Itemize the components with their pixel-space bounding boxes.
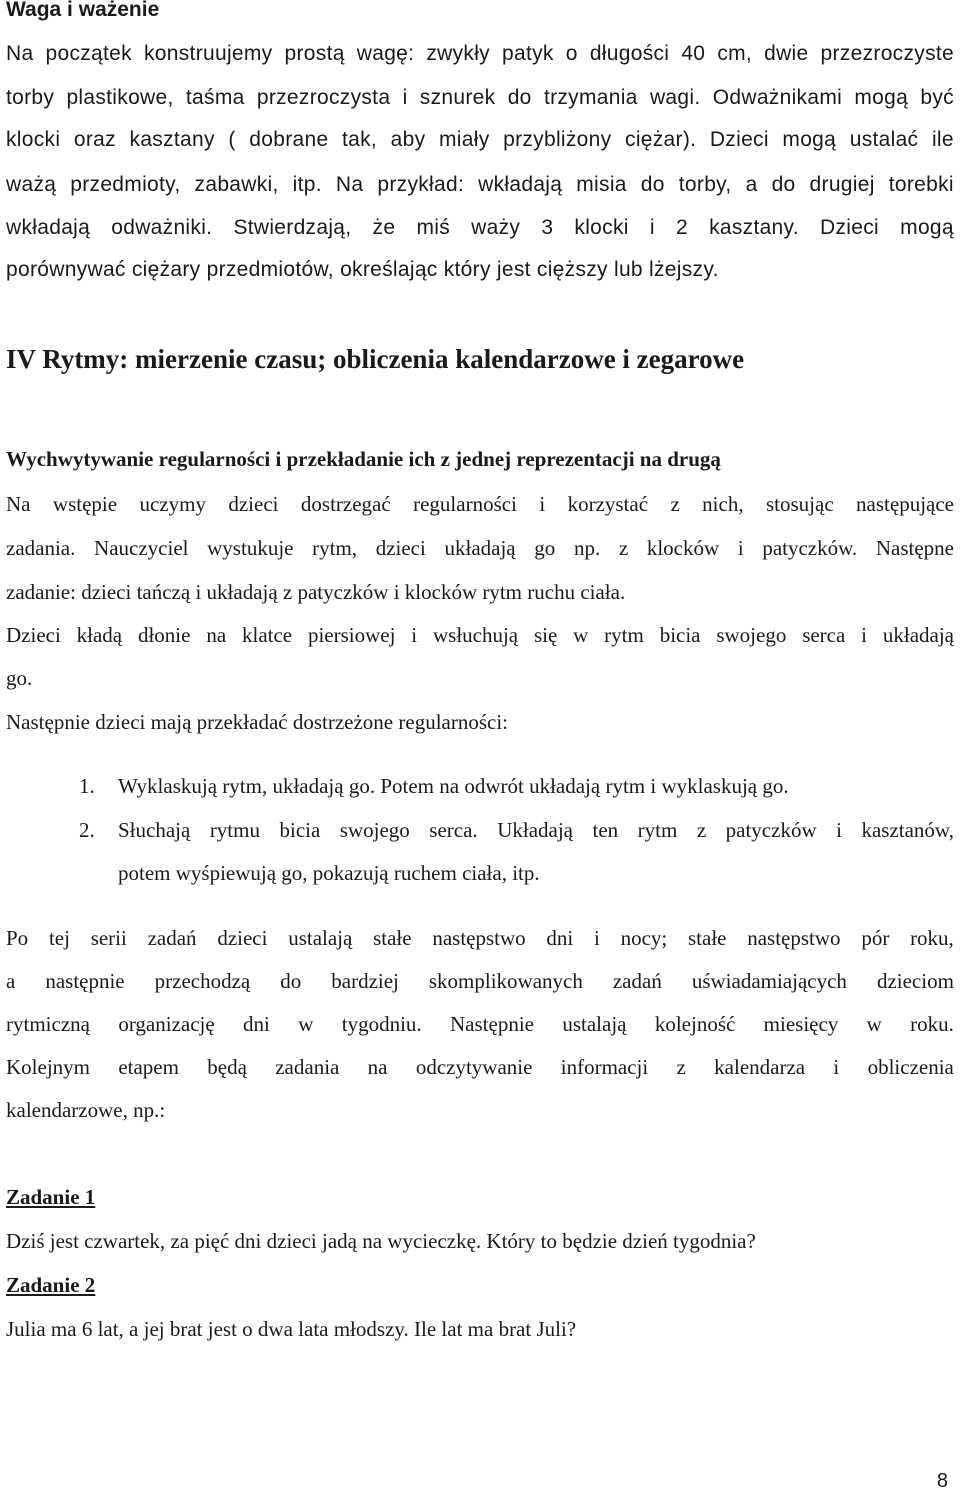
word: dzieci (228, 492, 279, 516)
word: ustalać (849, 128, 919, 151)
word: przezroczyste (820, 42, 954, 65)
task-title: Zadanie 2 (6, 1273, 96, 1297)
word: ustalają (288, 926, 353, 950)
word: następnie (45, 969, 125, 993)
word: swojego (716, 623, 787, 647)
word: i (402, 86, 408, 109)
word: tak, (342, 128, 378, 151)
word: początek (45, 42, 132, 65)
word: organizację (118, 1012, 215, 1036)
word: stałe (373, 926, 412, 950)
word: zadań (147, 926, 197, 950)
word: z (696, 818, 707, 842)
paragraph-line (6, 969, 954, 994)
word: na (367, 1055, 388, 1079)
word: z (618, 536, 629, 560)
word: przezroczysta (256, 86, 391, 109)
word: serca. (429, 818, 478, 842)
word: dzieciom (876, 969, 954, 993)
word: rytmiczną (6, 1012, 90, 1036)
word: a (6, 969, 16, 993)
word: rytmu (209, 818, 260, 842)
word: w (573, 623, 589, 647)
word: sznurek (419, 86, 496, 109)
word: Nauczyciel (94, 536, 189, 560)
word: klocki (574, 216, 629, 239)
word: układają (882, 623, 954, 647)
section-heading-rytmy: IV Rytmy: mierzenie czasu; obliczenia kalendarzowe i zegarowe (6, 344, 745, 374)
task-title: Zadanie 1 (6, 1185, 96, 1209)
word: i (649, 216, 655, 239)
word: piersiowej (307, 623, 396, 647)
word: ważą (6, 173, 57, 196)
word: wstępie (52, 492, 118, 516)
word: pór (861, 926, 890, 950)
word: informacji (560, 1055, 649, 1079)
word: Na (335, 173, 364, 196)
word: cm, (717, 42, 753, 65)
section-heading-waga: Waga i ważenie (6, 0, 160, 21)
paragraph-line: kalendarzowe, np.: (6, 1098, 166, 1122)
word: dwie (764, 42, 809, 65)
word: i (836, 818, 842, 842)
word: i (539, 492, 546, 516)
word: zadania. (6, 536, 76, 560)
word: wagę: (356, 42, 415, 65)
word: z (670, 492, 680, 516)
list-number: 2. (79, 818, 95, 842)
page-number: 8 (936, 1470, 948, 1492)
word: klatce (241, 623, 293, 647)
word: bicia (279, 818, 321, 842)
word: obliczenia (867, 1055, 954, 1079)
word: zwykły (426, 42, 490, 65)
word: 3 (541, 216, 554, 239)
word: nocy; (620, 926, 668, 950)
word: w (866, 1012, 882, 1036)
paragraph-line (6, 216, 954, 240)
word: ustalają (562, 1012, 627, 1036)
paragraph-line (6, 173, 954, 197)
word: zadań (612, 969, 662, 993)
word: być (920, 86, 954, 109)
word: korzystać (567, 492, 649, 516)
task-text: Julia ma 6 lat, a jej brat jest o dwa lata młodszy. Ile lat ma brat Juli? (6, 1317, 577, 1341)
word: miały (439, 128, 490, 151)
word: dzieci (375, 536, 426, 560)
word: uczymy (139, 492, 206, 516)
word: miesięcy (763, 1012, 839, 1036)
word: z (676, 1055, 686, 1079)
word: serii (90, 926, 127, 950)
word: uświadamiających (691, 969, 847, 993)
word: roku, (910, 926, 954, 950)
word: i (737, 536, 744, 560)
word: Na (6, 42, 34, 65)
paragraph-line (6, 623, 954, 648)
word: dostrzegać (300, 492, 391, 516)
list-item-text (118, 818, 954, 843)
word: konstruujemy (144, 42, 273, 65)
word: wkładają (478, 173, 563, 196)
word: przykład: (377, 173, 465, 196)
list-item-text: Wyklaskują rytm, układają go. Potem na odwrót układają rytm i wyklaskują go. (118, 774, 789, 798)
word: dłonie (137, 623, 191, 647)
word: przedmioty, (70, 173, 181, 196)
word: ten (592, 818, 619, 842)
word: mogą (854, 86, 909, 109)
word: że (372, 216, 396, 239)
word: i (411, 623, 418, 647)
word: kolejność (654, 1012, 736, 1036)
word: rytm (637, 818, 678, 842)
word: dni (546, 926, 574, 950)
word: i (594, 926, 600, 950)
word: się (533, 623, 558, 647)
word: na (206, 623, 227, 647)
word: ciężar). (625, 128, 697, 151)
word: Następnie (450, 1012, 534, 1036)
paragraph-line: zadanie: dzieci tańczą i układają z patyczków i klocków rytm ruchu ciała. (6, 580, 626, 604)
word: klocków (646, 536, 720, 560)
word: Układają (497, 818, 573, 842)
word: przechodzą (154, 969, 251, 993)
word: serca (802, 623, 846, 647)
word: Kolejnym (6, 1055, 90, 1079)
word: Odważnikami (712, 86, 843, 109)
word: stosując (765, 492, 834, 516)
word: patyczków (725, 818, 817, 842)
word: kładą (76, 623, 123, 647)
paragraph-line (6, 1012, 954, 1037)
word: swojego (339, 818, 410, 842)
word: Dzieci (709, 128, 769, 151)
word: do (771, 173, 796, 196)
list-number: 1. (79, 774, 95, 798)
paragraph-line (6, 1055, 954, 1080)
word: mogą (900, 216, 954, 239)
word: kasztany. (709, 216, 799, 239)
word: Dzieci (820, 216, 880, 239)
word: i (861, 623, 868, 647)
word: prostą (284, 42, 345, 65)
word: patyczków. (762, 536, 858, 560)
word: ile (931, 128, 954, 151)
word: patyk (502, 42, 554, 65)
word: następstwo (432, 926, 526, 950)
word: Słuchają (118, 818, 191, 842)
word: Dzieci (6, 623, 61, 647)
word: do (280, 969, 302, 993)
paragraph-line: Następnie dzieci mają przekładać dostrzeżone regularności: (6, 710, 509, 734)
word: klocki (6, 128, 61, 151)
word: torby (6, 86, 55, 109)
word: zadania (275, 1055, 340, 1079)
word: Na (6, 492, 31, 516)
word: wsłuchują (432, 623, 519, 647)
word: w (298, 1012, 314, 1036)
word: 2 (675, 216, 688, 239)
word: zabawki, (194, 173, 279, 196)
word: kasztany (129, 128, 215, 151)
word: Po (6, 926, 29, 950)
word: tygodniu. (341, 1012, 422, 1036)
list-item-text: potem wyśpiewują go, pokazują ruchem ciała, itp. (118, 861, 540, 885)
word: drugiej (809, 173, 875, 196)
word: odważniki. (111, 216, 213, 239)
word: długości (589, 42, 670, 65)
word: misia (576, 173, 627, 196)
paragraph-line (6, 42, 954, 66)
word: trzymania (543, 86, 638, 109)
word: taśma (185, 86, 245, 109)
word: wagi. (649, 86, 701, 109)
paragraph-line: porównywać ciężary przedmiotów, określając który jest cięższy lub lżejszy. (6, 258, 719, 281)
word: itp. (292, 173, 322, 196)
word: bardziej (331, 969, 399, 993)
word: stałe (688, 926, 727, 950)
paragraph-line (6, 492, 954, 517)
word: i (833, 1055, 840, 1079)
word: kasztanów, (861, 818, 954, 842)
word: do (507, 86, 532, 109)
word: torby, (678, 173, 732, 196)
word: Następne (875, 536, 954, 560)
word: waży (471, 216, 521, 239)
word: o (565, 42, 578, 65)
paragraph-line (6, 926, 954, 951)
word: ( (228, 128, 236, 151)
word: do (640, 173, 665, 196)
word: Stwierdzają, (233, 216, 352, 239)
word: będą (207, 1055, 247, 1079)
word: wkładają (6, 216, 91, 239)
word: następstwo (747, 926, 841, 950)
word: oraz (73, 128, 116, 151)
word: odczytywanie (415, 1055, 533, 1079)
word: torebki (888, 173, 954, 196)
task-text: Dziś jest czwartek, za pięć dni dzieci jadą na wycieczkę. Który to będzie dzień tygodnia? (6, 1229, 756, 1253)
paragraph-line (6, 86, 954, 110)
paragraph-line: go. (6, 666, 33, 690)
word: regularności (413, 492, 517, 516)
word: roku. (910, 1012, 954, 1036)
word: rytm, (312, 536, 358, 560)
word: go (534, 536, 556, 560)
word: wystukuje (207, 536, 294, 560)
word: mogą (782, 128, 837, 151)
paragraph-line (6, 536, 954, 561)
word: np. (573, 536, 601, 560)
word: dni (243, 1012, 270, 1036)
subsection-heading: Wychwytywanie regularności i przekładanie ich z jednej reprezentacji na drugą (6, 447, 721, 471)
word: etapem (118, 1055, 179, 1079)
word: bicia (659, 623, 701, 647)
word: skomplikowanych (428, 969, 583, 993)
word: 40 (681, 42, 706, 65)
word: przybliżony (503, 128, 612, 151)
word: rytm (604, 623, 644, 647)
word: dzieci (217, 926, 268, 950)
word: miś (416, 216, 451, 239)
word: kalendarza (714, 1055, 806, 1079)
paragraph-line (6, 128, 954, 152)
word: układają (444, 536, 516, 560)
word: następujące (856, 492, 954, 516)
word: dobrane (249, 128, 329, 151)
word: plastikowe, (66, 86, 174, 109)
word: nich, (702, 492, 744, 516)
word: aby (390, 128, 426, 151)
word: tej (48, 926, 70, 950)
word: a (745, 173, 758, 196)
